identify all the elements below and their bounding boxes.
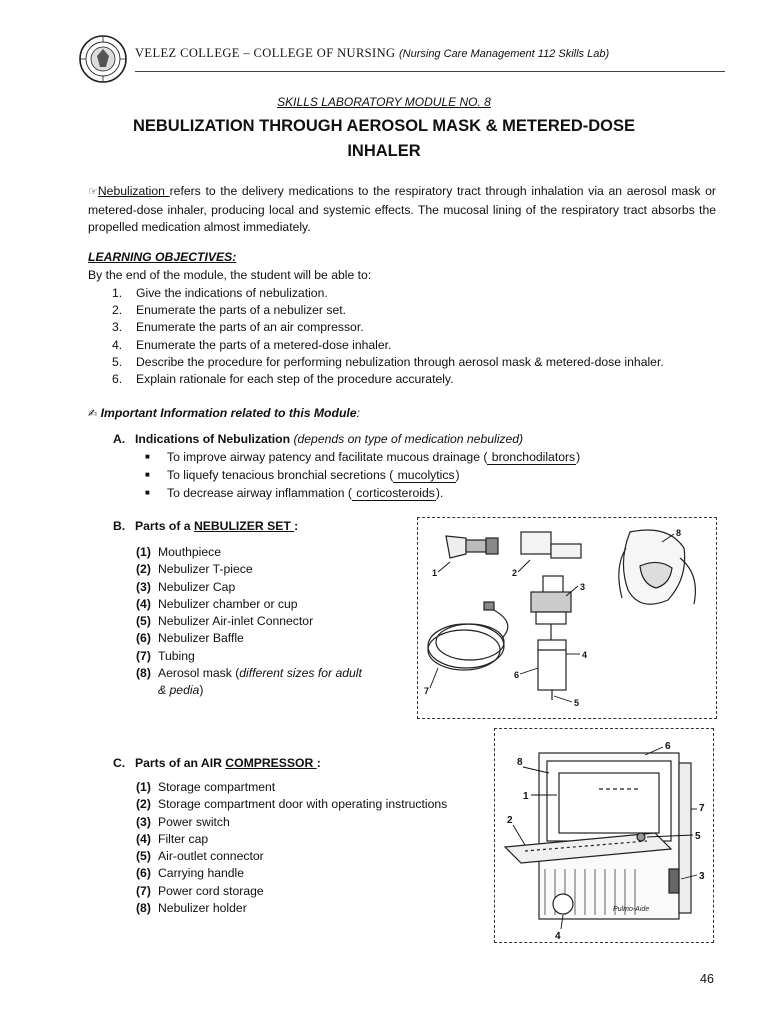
item-text: Nebulizer Cap bbox=[158, 579, 236, 594]
medication-term: bronchodilators bbox=[488, 450, 576, 464]
figure-label: 1 bbox=[432, 568, 438, 578]
square-bullet-icon: ■ bbox=[145, 452, 150, 461]
list-item bbox=[136, 866, 447, 883]
learning-objectives-intro: By the end of the module, the student will be able to: bbox=[88, 268, 372, 282]
figure-label: 8 bbox=[517, 757, 523, 768]
item-number: 1. bbox=[112, 286, 123, 300]
section-note: (depends on type of medication nebulized) bbox=[293, 432, 524, 446]
section-colon: : bbox=[316, 756, 321, 770]
item-text: Give the indications of nebulization. bbox=[136, 286, 328, 300]
figure-label: 7 bbox=[424, 686, 430, 696]
section-letter: B. bbox=[113, 519, 126, 533]
item-number: 2. bbox=[112, 303, 123, 318]
section-letter: A. bbox=[113, 432, 126, 446]
figure-label: 2 bbox=[507, 815, 513, 826]
item-number: (2) bbox=[136, 797, 151, 812]
list-item bbox=[136, 631, 362, 648]
medication-term: mucolytics bbox=[394, 468, 455, 482]
learning-objectives-heading: LEARNING OBJECTIVES: bbox=[88, 250, 237, 264]
item-text: Nebulizer Air-inlet Connector bbox=[158, 614, 314, 629]
air-compressor-figure bbox=[494, 728, 714, 943]
page-title: NEBULIZATION THROUGH AEROSOL MASK & METERED-DOSE INHALER bbox=[132, 117, 636, 160]
section-term: NEBULIZER SET bbox=[193, 519, 295, 533]
item-number: (2) bbox=[136, 562, 151, 577]
page-number: 46 bbox=[700, 972, 714, 986]
section-b-heading bbox=[113, 519, 298, 533]
item-text: Explain rationale for each step of the procedure accurately. bbox=[136, 371, 454, 386]
figure-label: 5 bbox=[574, 698, 580, 708]
section-title: Indications of Nebulization bbox=[135, 432, 294, 446]
figure-label: 6 bbox=[665, 741, 671, 752]
item-text: Filter cap bbox=[158, 831, 209, 846]
item-text: Carrying handle bbox=[158, 866, 245, 881]
figure-label: 3 bbox=[699, 871, 705, 882]
list-item bbox=[136, 849, 447, 866]
course-name: (Nursing Care Management 112 Skills Lab) bbox=[398, 48, 610, 60]
item-number: (7) bbox=[136, 648, 151, 663]
intro-paragraph bbox=[88, 183, 716, 237]
item-number: (6) bbox=[136, 631, 151, 646]
college-seal-logo bbox=[78, 34, 128, 84]
figure-label: 2 bbox=[512, 568, 518, 578]
item-number: 5. bbox=[112, 354, 123, 369]
item-number: 4. bbox=[112, 337, 123, 352]
header-college-name bbox=[135, 46, 609, 61]
important-info-colon: : bbox=[356, 406, 360, 420]
item-number: (3) bbox=[136, 579, 151, 594]
figure-label: 4 bbox=[555, 931, 561, 942]
item-text: Tubing bbox=[158, 648, 195, 663]
bullet-text: To liquefy tenacious bronchial secretions ( bbox=[167, 468, 394, 482]
figure-label: 8 bbox=[676, 528, 682, 538]
bullet-end: ) bbox=[455, 468, 460, 482]
item-text: Describe the procedure for performing nebulization through aerosol mask & metered-dose inhaler. bbox=[136, 354, 664, 369]
list-item bbox=[145, 450, 580, 468]
item-note: & pedia bbox=[158, 683, 200, 698]
item-number: (1) bbox=[136, 545, 151, 559]
figure-label: 6 bbox=[514, 670, 520, 680]
figure-label: 5 bbox=[695, 831, 701, 842]
important-info-heading bbox=[88, 406, 360, 420]
list-item-continued bbox=[136, 683, 362, 700]
bullet-text: To decrease airway inflammation ( bbox=[167, 486, 352, 500]
item-text: Nebulizer T-piece bbox=[158, 562, 253, 577]
item-text: Power cord storage bbox=[158, 883, 264, 898]
header-divider bbox=[135, 71, 725, 72]
section-letter: C. bbox=[113, 756, 126, 770]
item-note: different sizes for adult bbox=[239, 666, 362, 681]
list-item bbox=[145, 468, 580, 486]
item-number: (7) bbox=[136, 883, 151, 898]
nebulizer-set-figure bbox=[417, 517, 717, 719]
list-item bbox=[112, 355, 664, 372]
list-item bbox=[136, 815, 447, 832]
figure-label: 1 bbox=[523, 791, 529, 802]
indications-list bbox=[145, 450, 580, 504]
figure-label: 4 bbox=[582, 650, 588, 660]
list-item bbox=[136, 884, 447, 901]
list-item bbox=[136, 901, 447, 918]
brand-label: Pulmo-Aide bbox=[613, 906, 650, 913]
nebulization-term: Nebulization bbox=[97, 184, 170, 198]
item-text: Enumerate the parts of a metered-dose inhaler. bbox=[136, 337, 392, 352]
module-label: SKILLS LABORATORY MODULE NO. 8 bbox=[277, 95, 491, 109]
item-number: (5) bbox=[136, 849, 151, 864]
square-bullet-icon: ■ bbox=[145, 470, 150, 479]
writing-hand-icon: ✍ bbox=[88, 408, 98, 420]
item-number: (6) bbox=[136, 866, 151, 881]
item-text: Air-outlet connector bbox=[158, 849, 264, 864]
item-text: Nebulizer holder bbox=[158, 901, 247, 916]
section-c-heading bbox=[113, 756, 321, 770]
item-number: (8) bbox=[136, 901, 151, 916]
college-name: VELEZ COLLEGE – COLLEGE OF NURSING bbox=[135, 46, 396, 60]
item-text: Enumerate the parts of a nebulizer set. bbox=[136, 303, 347, 318]
learning-objectives-list bbox=[112, 286, 664, 389]
item-text: Power switch bbox=[158, 814, 230, 829]
item-number: (5) bbox=[136, 614, 151, 629]
item-number: (4) bbox=[136, 831, 151, 846]
list-item bbox=[112, 320, 664, 337]
list-item bbox=[136, 797, 447, 814]
compressor-parts-list bbox=[136, 780, 447, 918]
item-number: (8) bbox=[136, 666, 151, 681]
item-text: Nebulizer Baffle bbox=[158, 631, 244, 646]
item-text: Enumerate the parts of an air compressor. bbox=[136, 320, 364, 335]
section-term: COMPRESSOR bbox=[225, 756, 317, 770]
list-item bbox=[112, 338, 664, 355]
list-item bbox=[136, 614, 362, 631]
bullet-text: To improve airway patency and facilitate mucous drainage ( bbox=[167, 450, 488, 464]
item-text: Nebulizer chamber or cup bbox=[158, 596, 298, 611]
item-text: Storage compartment bbox=[158, 780, 276, 794]
item-number: 3. bbox=[112, 320, 123, 335]
section-title: Parts of an AIR bbox=[135, 756, 226, 770]
list-item bbox=[112, 286, 664, 303]
list-item bbox=[112, 372, 664, 389]
list-item bbox=[136, 597, 362, 614]
list-item bbox=[136, 580, 362, 597]
list-item bbox=[112, 303, 664, 320]
item-number: (4) bbox=[136, 596, 151, 611]
item-text: Mouthpiece bbox=[158, 545, 222, 559]
list-item bbox=[136, 545, 362, 562]
figure-label: 3 bbox=[580, 582, 586, 592]
item-number: (1) bbox=[136, 780, 151, 794]
section-a-heading bbox=[113, 432, 523, 446]
bullet-end: ) bbox=[576, 450, 581, 464]
medication-term: corticosteroids bbox=[352, 486, 435, 500]
item-text: Aerosol mask ( bbox=[158, 666, 240, 681]
pointing-hand-icon: ☞ bbox=[88, 186, 98, 198]
item-end: ) bbox=[199, 683, 204, 698]
list-item bbox=[136, 832, 447, 849]
bullet-end: ). bbox=[435, 486, 444, 500]
square-bullet-icon: ■ bbox=[145, 488, 150, 497]
nebulizer-parts-list bbox=[136, 545, 362, 701]
important-info-title: Important Information related to this Module bbox=[100, 406, 357, 420]
list-item bbox=[136, 649, 362, 666]
figure-label: 7 bbox=[699, 803, 705, 814]
list-item bbox=[136, 562, 362, 579]
section-title: Parts of a bbox=[135, 519, 194, 533]
section-colon: : bbox=[294, 519, 299, 533]
item-number: (3) bbox=[136, 814, 151, 829]
item-text: Storage compartment door with operating instructions bbox=[158, 797, 448, 812]
list-item bbox=[136, 666, 362, 683]
list-item bbox=[145, 486, 580, 504]
intro-text: refers to the delivery medications to the respiratory tract through inhalation via an aerosol mask or metered-dose inhaler, producing local and systemic effects. The mucosal lining of the respiratory tract absorbs the propelled medication almost immediately. bbox=[88, 184, 716, 234]
item-number: 6. bbox=[112, 371, 123, 386]
list-item bbox=[136, 780, 447, 797]
